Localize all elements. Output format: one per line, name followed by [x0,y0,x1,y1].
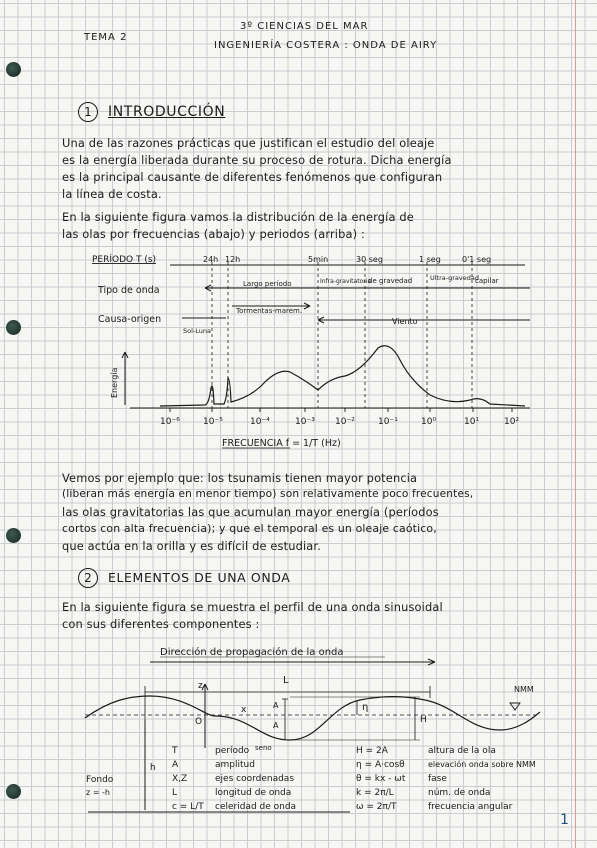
nmm-label: NMM [514,685,534,694]
wave-type-label: Infra-gravitatoria [320,278,372,285]
freq-tick: 10⁻⁶ [160,417,180,427]
paragraph-line: que actúa en la orilla y es difícil de estudiar. [62,539,321,553]
section-number-circle: 2 [78,568,98,588]
height-label: H [420,715,427,725]
paragraph-line: las olas gravitatorias las que acumulan mayor energía (períodos [62,505,439,519]
amplitude-label: A [273,721,279,730]
legend-desc: período [215,746,250,756]
legend-symbol: θ = kx - ωt [356,774,406,784]
energy-axis-label: Energía [110,367,119,398]
legend-desc: longitud de onda [215,788,292,798]
freq-tick: 10⁻⁴ [250,417,270,427]
section-number-circle: 1 [78,102,98,122]
period-tick: 0'1 seg [462,255,492,264]
course-label: 3º CIENCIAS DEL MAR [240,21,369,32]
x-axis-label: x [241,705,247,715]
legend-symbol: A [172,760,179,770]
legend-desc: celeridad de onda [215,802,297,812]
paragraph-line: Vemos por ejemplo que: los tsunamis tienen mayor potencia [62,471,418,485]
legend-desc: fase [428,774,447,784]
legend-desc: altura de la ola [428,746,496,756]
wave-type-label: de gravedad [368,277,413,285]
legend-symbol: ω = 2π/T [356,802,397,812]
origin-label: O [195,717,203,727]
legend-symbol: H = 2A [356,746,388,756]
freq-tick: 10⁻⁵ [203,417,223,427]
legend-symbol: T [172,746,178,756]
paragraph-line: En la siguiente figura se muestra el perfil de una onda sinusoidal [62,600,443,614]
wave-type-row-label: Tipo de onda [98,285,160,296]
freq-tick: 10² [504,417,520,427]
paragraph-line: Una de las razones prácticas que justifican el estudio del oleaje [62,136,435,150]
page-number: 1 [560,812,569,828]
wavelength-label: L [283,675,289,686]
period-tick: 5min [308,255,329,264]
legend-desc: frecuencia angular [428,802,513,812]
bottom-label: Fondo [86,775,114,785]
legend-symbol: k = 2π/L [356,788,394,798]
legend-symbol: η = A·cosθ [356,760,405,770]
period-axis-label: PERÍODO T (s) [92,255,157,265]
tema-label: TEMA 2 [84,32,128,43]
paragraph-line: con sus diferentes componentes : [62,617,260,631]
freq-tick: 10⁰ [421,417,437,427]
paragraph-line: En la siguiente figura vamos la distribución de la energía de [62,210,414,224]
subject-label: INGENIERÍA COSTERA : ONDA DE AIRY [214,40,438,51]
freq-tick: 10⁻³ [295,417,315,427]
freq-tick: 10⁻² [335,417,355,427]
cause-label: Sol-Luna [183,327,211,335]
paragraph-line: es la energía liberada durante su proceso de rotura. Dicha energía [62,153,452,167]
amplitude-label: A [273,701,279,710]
legend-symbol: X,Z [172,774,188,784]
freq-tick: 10¹ [464,417,480,427]
eta-label: η [362,702,369,713]
frequency-caption: FRECUENCIA f = 1/T (Hz) [222,438,341,449]
paragraph-line: es la principal causante de diferentes fenómenos que configuran [62,170,443,184]
direction-label: Dirección de propagación de la onda [160,647,344,658]
wave-type-label: Largo período [243,280,292,288]
period-tick: 30 seg [356,255,383,264]
legend-desc: amplitud [215,760,255,770]
period-tick: 12h [225,255,241,264]
paragraph-line: la línea de costa. [62,187,162,201]
paragraph-line: las olas por frecuencias (abajo) y periodos (arriba) : [62,227,365,241]
z-axis-label: z [198,681,203,691]
wave-type-label: capilar [475,277,499,285]
legend-desc: ejes coordenadas [215,774,295,784]
legend-desc: núm. de onda [428,788,491,798]
paragraph-line: cortos con alta frecuencia); y que el temporal es un oleaje caótico, [62,522,437,535]
freq-tick: 10⁻¹ [378,417,398,427]
trough-label: seno [255,744,272,752]
cause-row-label: Causa-origen [98,314,162,325]
section-title: ELEMENTOS DE UNA ONDA [108,570,291,585]
period-tick: 1 seg [419,255,441,264]
bottom-equation: z = -h [86,788,110,797]
cause-label: Viento [392,317,418,326]
section-title: INTRODUCCIÓN [108,104,226,120]
paragraph-line: (liberan más energía en menor tiempo) son relativamente poco frecuentes, [62,488,474,500]
depth-label: h [150,763,156,773]
legend-symbol: L [172,788,178,798]
legend-symbol: c = L/T [172,802,204,812]
wave-type-label: Ultra-gravedad [430,274,479,282]
legend-desc: elevación onda sobre NMM [428,760,536,769]
cause-label: Tormentas-marem. [236,307,303,315]
period-tick: 24h [203,255,219,264]
